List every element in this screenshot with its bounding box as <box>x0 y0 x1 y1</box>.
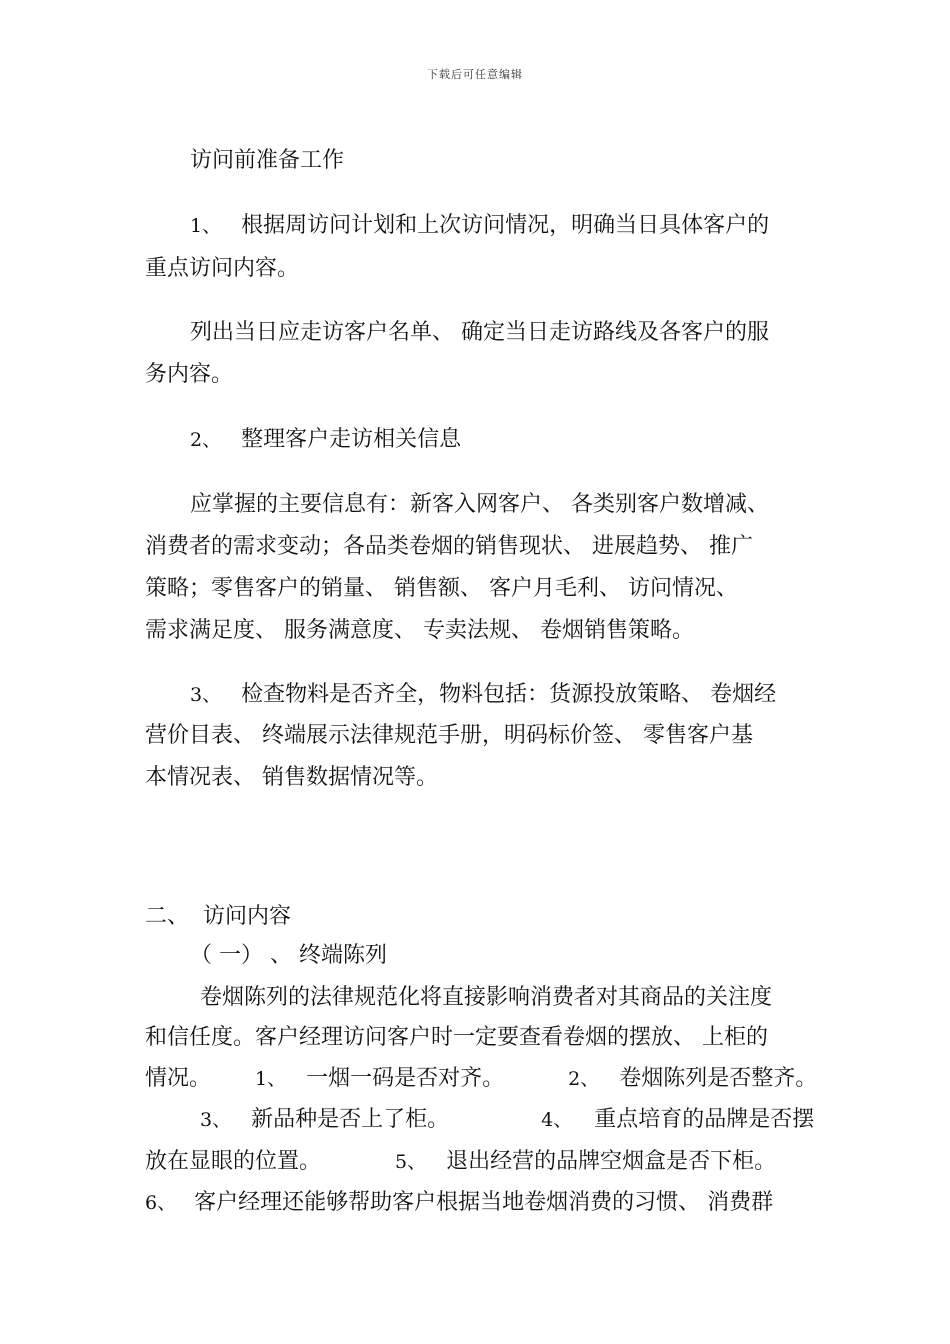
body-line-6 <box>145 1188 773 1218</box>
check-number-3: 3、 <box>200 1109 232 1131</box>
body-line-4 <box>200 1105 814 1135</box>
check-item-3: 新品种是否上了柜。 <box>251 1107 450 1132</box>
check-item-6: 客户经理还能够帮助客户根据当地卷烟消费的习惯、 消费群 <box>194 1190 774 1215</box>
body-line-3-a: 情况。 <box>145 1066 212 1091</box>
body-line-1: 卷烟陈列的法律规范化将直接影响消费者对其商品的关注度 <box>200 985 773 1010</box>
item-3-line-2: 营价目表、 终端展示法律规范手册，明码标价签、 零售客户基 <box>145 723 753 748</box>
sub-heading: （ 一） 、 终端陈列 <box>190 943 387 968</box>
item-1-line-2: 重点访问内容。 <box>145 256 300 281</box>
para-line-2: 务内容。 <box>145 362 234 387</box>
info-line-2: 消费者的需求变动；各品类卷烟的销售现状、 进展趋势、 推广 <box>145 534 753 559</box>
body-line-5-a: 放在显眼的位置。 <box>145 1149 322 1174</box>
info-line-4: 需求满足度、 服务满意度、 专卖法规、 卷烟销售策略。 <box>145 618 694 643</box>
check-number-4: 4、 <box>541 1109 573 1131</box>
header-note: 下载后可任意编辑 <box>427 68 523 81</box>
section-two-heading <box>145 902 291 932</box>
item-1-number: 1、 <box>190 215 222 237</box>
item-3-text: 检查物料是否齐全，物料包括：货源投放策略、 卷烟经 <box>241 682 777 707</box>
item-1-text: 根据周访问计划和上次访问情况，明确当日具体客户的 <box>241 213 770 238</box>
check-number-5: 5、 <box>395 1151 427 1173</box>
check-item-2: 卷烟陈列是否整齐。 <box>619 1066 818 1091</box>
body-line-5 <box>145 1147 776 1177</box>
item-2-text: 整理客户走访相关信息 <box>241 427 462 452</box>
info-line-1: 应掌握的主要信息有：新客入网客户、 各类别客户数增减、 <box>190 492 769 517</box>
item-2-line <box>190 425 461 455</box>
check-number-1: 1、 <box>255 1068 287 1090</box>
item-2-number: 2、 <box>190 429 222 451</box>
section-two-title: 访问内容 <box>203 904 292 929</box>
section-two-number: 二、 <box>145 904 190 929</box>
info-line-3: 策略；零售客户的销量、 销售额、 客户月毛利、 访问情况、 <box>145 576 738 601</box>
check-number-6: 6、 <box>145 1192 177 1214</box>
item-3-line-3: 本情况表、 销售数据情况等。 <box>145 765 438 790</box>
para-line-1: 列出当日应走访客户名单、 确定当日走访路线及各客户的服 <box>190 320 769 345</box>
body-line-2: 和信任度。客户经理访问客户时一定要查看卷烟的摆放、 上柜的 <box>145 1025 768 1050</box>
item-1-line-1 <box>190 211 769 241</box>
check-item-5: 退出经营的品牌空烟盒是否下柜。 <box>446 1149 777 1174</box>
check-number-2: 2、 <box>568 1068 600 1090</box>
check-item-1: 一烟一码是否对齐。 <box>306 1066 505 1091</box>
item-3-number: 3、 <box>190 684 222 706</box>
section-title-prep: 访问前准备工作 <box>190 148 345 173</box>
body-line-3 <box>145 1064 817 1094</box>
item-3-line-1 <box>190 680 776 710</box>
check-item-4: 重点培育的品牌是否摆 <box>594 1107 815 1132</box>
